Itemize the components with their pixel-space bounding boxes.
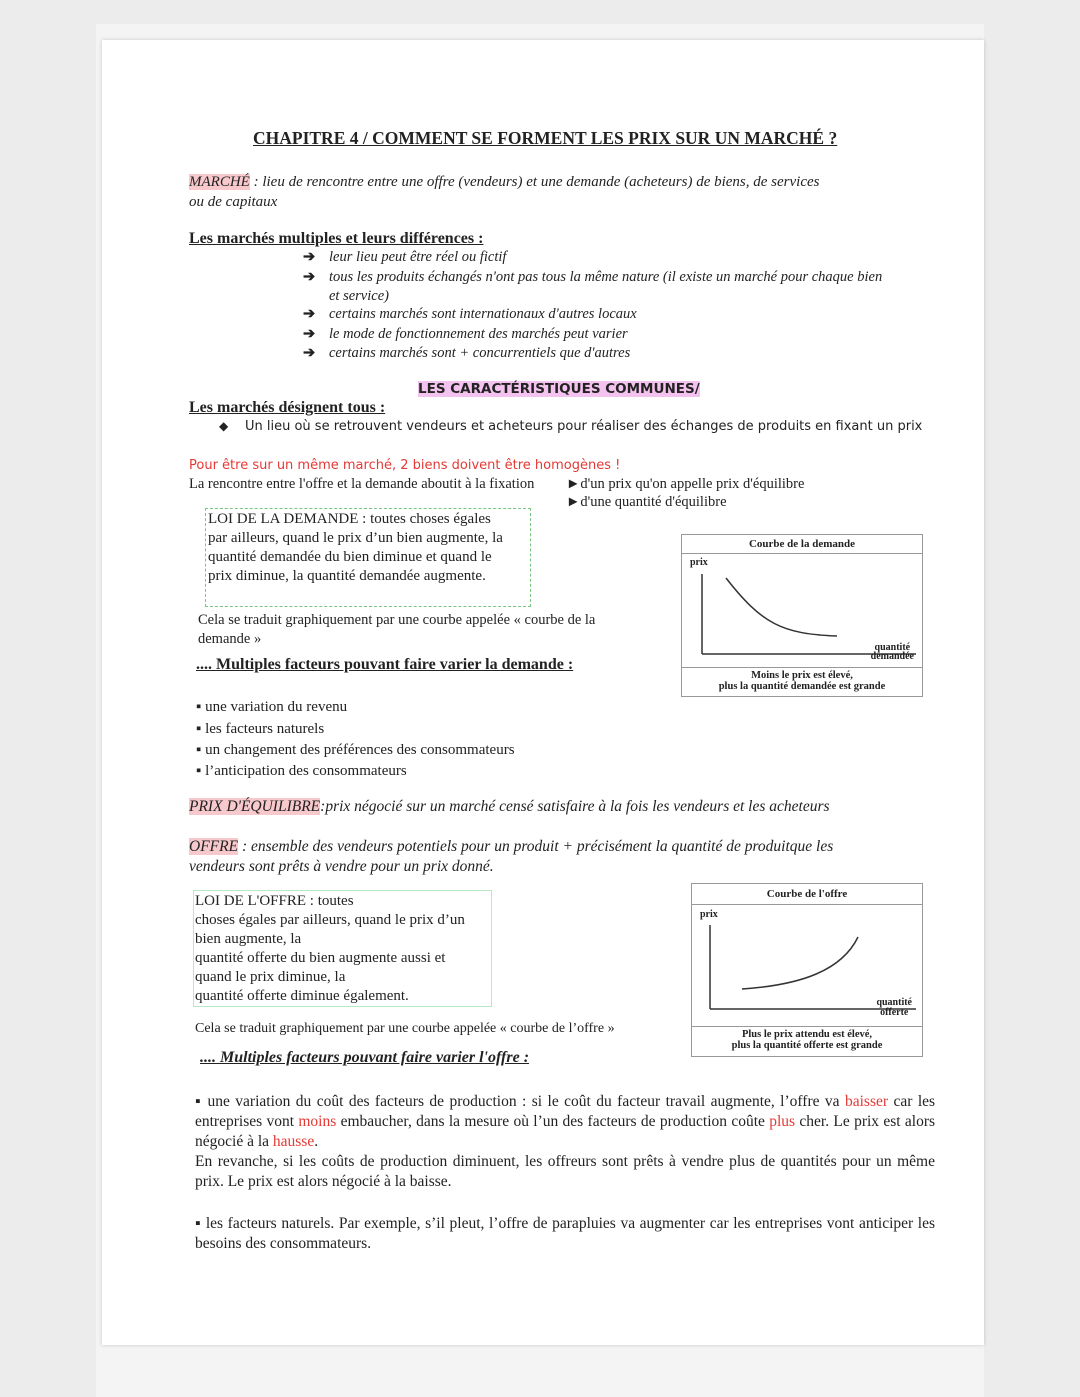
caracteristiques-subheading: Les marchés désignent tous : (189, 399, 386, 416)
offre-term: OFFRE (189, 838, 239, 855)
chart-caption: Plus le prix attendu est élevé, plus la quantité offerte est grande (692, 1026, 922, 1056)
rencontre-text: La rencontre entre l'offre et la demande aboutit à la fixation (189, 476, 535, 492)
courbe-offre-text: Cela se traduit graphiquement par une courbe appelée « courbe de l’offre » (195, 1021, 615, 1036)
courbe-demande-line1: Cela se traduit graphiquement par une courbe appelée « courbe de la (198, 612, 596, 628)
list-item: ▪ une variation du revenu (196, 699, 348, 715)
chart-title: Courbe de la demande (682, 535, 922, 554)
list-item: ▪ les facteurs naturels (196, 721, 325, 737)
chart-x-label: quantité demandée (870, 642, 914, 662)
chart-caption: Moins le prix est élevé, plus la quantité demandée est grande (682, 667, 922, 696)
facteurs-offre-paragraph-1: ▪ une variation du coût des facteurs de production : si le coût du facteur travail augmente, l’offre va baisser car les entreprises vont moins embaucher, dans la mesure où l’un des facteurs de production coûte plus cher. Le prix est alors négocié à la hausse. (195, 1093, 936, 1150)
arrow-right-icon: ➔ (303, 326, 316, 342)
offre-def-line2: vendeurs sont prêts à vendre pour un prix donné. (189, 858, 494, 875)
list-item: ➔ tous les produits échangés n'ont pas tous la même nature (il existe un marché pour chaque bien (303, 269, 883, 285)
prix-equilibre-definition: PRIX D'ÉQUILIBRE:prix négocié sur un marché censé satisfaire à la fois les vendeurs et les acheteurs (189, 798, 830, 815)
loi-offre-text: LOI DE L'OFFRE : toutes choses égales par ailleurs, quand le prix d’un bien augmente, la quantité offerte du bien augmente aussi et quand le prix diminue, la quantité offerte diminue également. (195, 893, 465, 1004)
facteurs-offre-paragraph-2: En revanche, si les coûts de production diminuent, les offreurs sont prêts à vendre plus de quantités pour un même prix. Le prix est alors négocié à la baisse. (195, 1153, 935, 1190)
rencontre-option-prix: ►d'un prix qu'on appelle prix d'équilibre (566, 476, 805, 492)
marches-multiples-heading: Les marchés multiples et leurs différences : (189, 230, 484, 247)
arrow-right-icon: ➔ (303, 249, 316, 265)
chapter-title: CHAPITRE 4 / COMMENT SE FORMENT LES PRIX SUR UN MARCHÉ ? (253, 128, 838, 148)
offre-definition: OFFRE : ensemble des vendeurs potentiels pour un produit + précisément la quantité de produitque les (189, 838, 834, 855)
courbe-demande-line2: demande » (198, 631, 262, 647)
diamond-bullet-icon: ◆ (219, 419, 229, 433)
list-item-continuation: et service) (329, 288, 389, 304)
marche-def-line1: : lieu de rencontre entre une offre (vendeurs) et une demande (acheteurs) de biens, de services (253, 174, 820, 190)
facteurs-demande-heading: .... Multiples facteurs pouvant faire varier la demande : (196, 656, 574, 673)
list-item: ➔ le mode de fonctionnement des marchés peut varier (303, 326, 628, 342)
supply-curve (742, 937, 858, 989)
caracteristiques-item: Un lieu où se retrouvent vendeurs et acheteurs pour réaliser des échanges de produits en fixant un prix (245, 419, 923, 434)
list-item: ➔ leur lieu peut être réel ou fictif (303, 249, 507, 265)
courbe-offre-chart (691, 883, 923, 1057)
marche-def-line2: ou de capitaux (189, 194, 278, 210)
rencontre-option-quantite: ►d'une quantité d'équilibre (566, 494, 727, 510)
list-item: ➔ certains marchés sont internationaux d'autres locaux (303, 306, 637, 322)
caracteristiques-heading: LES CARACTÉRISTIQUES COMMUNES/ (418, 381, 700, 397)
facteurs-offre-paragraph-3: ▪ les facteurs naturels. Par exemple, s’il pleut, l’offre de parapluies va augmenter car les entreprises vont anticiper les besoins des consommateurs. (195, 1215, 935, 1252)
list-item: ▪ un changement des préférences des consommateurs (196, 742, 515, 758)
chart-title: Courbe de l'offre (692, 884, 922, 905)
chart-x-label: quantité offerte (876, 997, 912, 1018)
loi-demande-text: LOI DE LA DEMANDE : toutes choses égales par ailleurs, quand le prix d’un bien augmente, la quantité demandée du bien diminue et quand le prix diminue, la quantité demandée augmente. (208, 511, 503, 584)
list-item: ➔ certains marchés sont + concurrentiels que d'autres (303, 345, 631, 361)
facteurs-offre-heading: .... Multiples facteurs pouvant faire varier l'offre : (200, 1049, 530, 1066)
chart-y-label: prix (690, 557, 708, 568)
marche-term: MARCHÉ (189, 174, 250, 190)
prix-equilibre-term: PRIX D'ÉQUILIBRE (189, 798, 321, 815)
arrow-right-icon: ➔ (303, 269, 316, 285)
arrow-right-icon: ➔ (303, 345, 316, 361)
marche-definition (189, 172, 819, 192)
arrow-right-icon: ➔ (303, 306, 316, 322)
list-item: ▪ l’anticipation des consommateurs (196, 763, 407, 779)
homogene-note: Pour être sur un même marché, 2 biens doivent être homogènes ! (189, 458, 621, 473)
demand-curve (726, 578, 837, 636)
chart-y-label: prix (700, 909, 718, 920)
courbe-demande-chart (681, 534, 923, 697)
